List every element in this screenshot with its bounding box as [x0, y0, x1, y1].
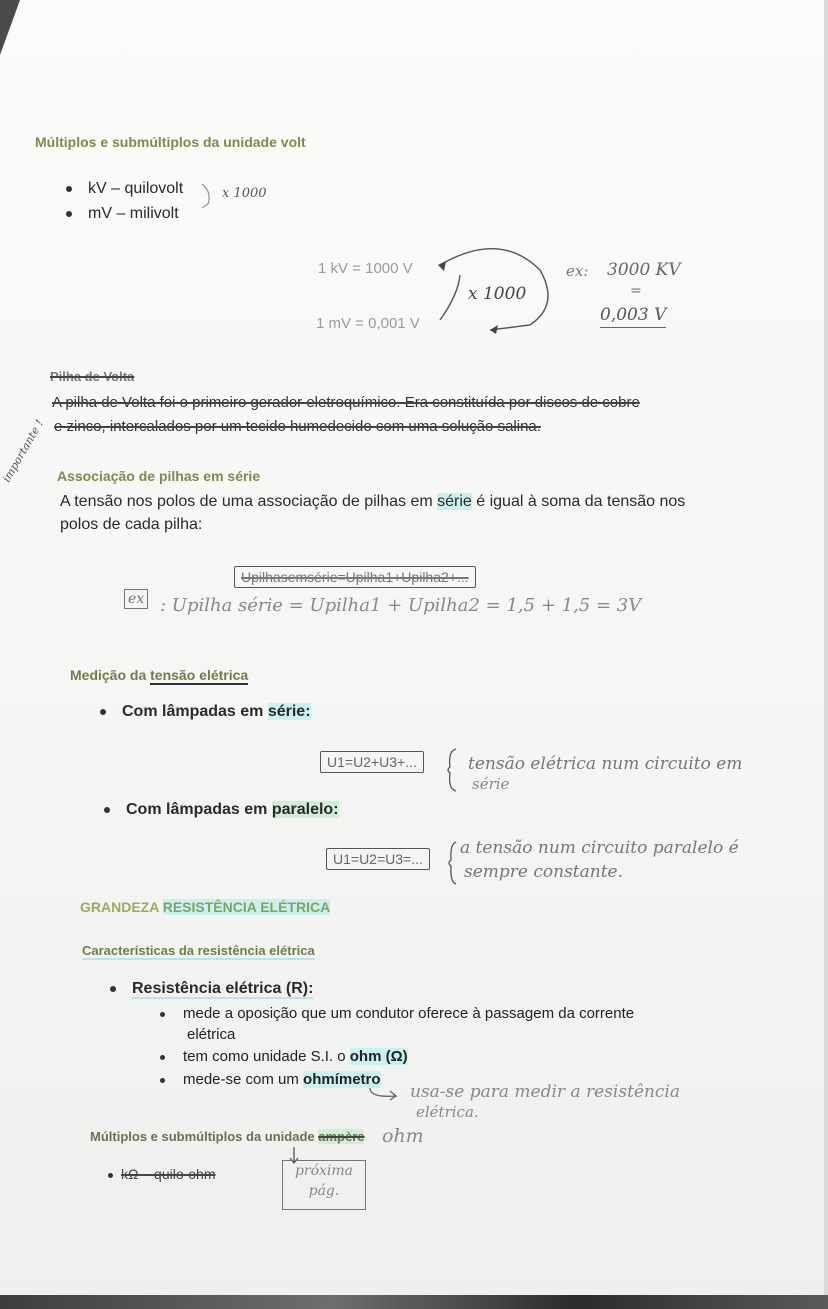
paralelo-note-line-2: sempre constante.: [464, 862, 624, 882]
next-page-line-2: pág.: [308, 1183, 340, 1199]
sub-item-1a: mede a oposição que um condutor oferece à passagem da corrente: [183, 1005, 635, 1022]
handwritten-ohm: ohm: [382, 1125, 424, 1147]
arrow-right-icon: [368, 1086, 402, 1102]
sub-list-item: [160, 1005, 634, 1022]
multiplos-ohm-title: Múltiplos e submúltiplos da unidade: [90, 1129, 319, 1144]
associacao-line-1: [60, 493, 685, 511]
list-item-label: mV – milivolt: [88, 205, 179, 222]
kohm-label: kΩ – quilo-ohm: [121, 1166, 216, 1182]
section-title-pilha-volta: Pilha de Volta: [50, 369, 135, 384]
formula-serie: U1=U2+U3+...: [320, 751, 424, 773]
sub-item-1b: elétrica: [187, 1026, 236, 1043]
highlight-ohm: ohm (Ω): [349, 1048, 408, 1065]
highlight-serie: série: [437, 493, 472, 510]
list-item-resistencia: [110, 980, 313, 998]
page-bottom-shadow: [0, 1295, 828, 1309]
resistencia-label: Resistência elétrica (R):: [132, 980, 314, 997]
bullet-icon: [104, 807, 110, 813]
bullet-icon: [108, 1173, 113, 1178]
list-item-label: kV – quilovolt: [88, 180, 184, 197]
next-page-line-1: próxima: [294, 1163, 354, 1179]
list-item-serie: [100, 703, 311, 721]
bullet-icon: [160, 1078, 165, 1083]
heading-grandeza: [80, 899, 330, 915]
crossed-word: ampère: [318, 1129, 365, 1144]
list-item-paralelo: [104, 801, 339, 819]
sub-list-item: [160, 1071, 381, 1088]
section-title-caracteristicas: [82, 943, 315, 958]
brace-icon: [446, 840, 460, 886]
section-title-multiplos-volt: Múltiplos e submúltiplos da unidade volt: [35, 134, 306, 150]
conversion-kv: 1 kV = 1000 V: [318, 260, 413, 277]
sub-list-item: [160, 1048, 408, 1065]
grandeza-highlight: RESISTÊNCIA ELÉTRICA: [162, 899, 331, 915]
sub-item-3-text: mede-se com um: [183, 1071, 304, 1088]
next-page-box: [282, 1160, 366, 1210]
example-result: 0,003 V: [600, 305, 666, 328]
associacao-text-before: A tensão nos polos de uma associação de pilhas em: [60, 493, 438, 510]
bullet-icon: [66, 211, 72, 217]
example-equals: =: [630, 283, 642, 299]
ohmimetro-note-1: usa-se para medir a resistência: [410, 1082, 680, 1102]
list-item: [66, 180, 183, 198]
list-item: [66, 205, 179, 223]
formula-paralelo: U1=U2=U3=...: [326, 848, 430, 870]
example-value: 3000 KV: [607, 260, 681, 280]
associacao-text-after: é igual à soma da tensão nos: [471, 493, 686, 510]
margin-note: [0, 418, 46, 485]
example-box: ex: [124, 589, 148, 609]
bullet-icon: [160, 1055, 165, 1060]
paralelo-label: Com lâmpadas em: [126, 801, 272, 818]
list-item-kohm: [108, 1166, 216, 1182]
conversion-factor: x 1000: [468, 284, 527, 304]
example-label: ex:: [566, 262, 589, 280]
page-corner-shadow: [0, 0, 20, 55]
bullet-icon: [160, 1012, 165, 1017]
pilha-volta-line-2: e zinco, intercalados por um tecido humedecido com uma solução salina.: [54, 418, 541, 435]
sub-item-2-text: tem como unidade S.I. o: [183, 1048, 350, 1065]
section-title-medicao: Medição da tensão elétrica: [70, 667, 249, 683]
conversion-mv: 1 mV = 0,001 V: [316, 315, 420, 332]
section-title-associacao: Associação de pilhas em série: [57, 468, 261, 484]
multiply-note: x 1000: [222, 186, 267, 201]
caracteristicas-title-text: Características da resistência elétrica: [82, 943, 315, 958]
example-formula: : Upilha série = Upilha1 + Upilha2 = 1,5 + 1,5 = 3V: [160, 595, 642, 616]
bullet-icon: [100, 709, 106, 715]
bullet-icon: [110, 986, 116, 992]
associacao-line-2: polos de cada pilha:: [60, 516, 203, 533]
formula-pilhas-serie: Upilhasemsérie=Upilha1+Upilha2+...: [234, 566, 476, 588]
pilha-volta-line-1: A pilha de Volta foi o primeiro gerador eletroquímico. Era constituída por discos de cobre: [52, 394, 640, 411]
brace-icon: [444, 747, 460, 793]
margin-note-text: importante !: [0, 417, 47, 485]
highlight-ohmimetro: ohmímetro: [303, 1071, 381, 1088]
serie-note-line-1: tensão elétrica num circuito em: [468, 754, 743, 774]
serie-label: Com lâmpadas em: [122, 703, 268, 720]
bullet-icon: [66, 186, 72, 192]
paralelo-note-line-1: a tensão num circuito paralelo é: [460, 838, 739, 858]
section-title-multiplos-ohm: [90, 1129, 364, 1144]
ohmimetro-note-2: elétrica.: [416, 1103, 479, 1121]
highlight-paralelo-label: paralelo:: [271, 801, 339, 818]
page-right-edge: [824, 0, 828, 1309]
highlight-serie-label: série:: [267, 703, 311, 720]
grandeza-prefix: GRANDEZA: [80, 899, 163, 915]
bracket-arrow-icon: [198, 182, 218, 214]
serie-note-line-2: série: [472, 775, 510, 793]
